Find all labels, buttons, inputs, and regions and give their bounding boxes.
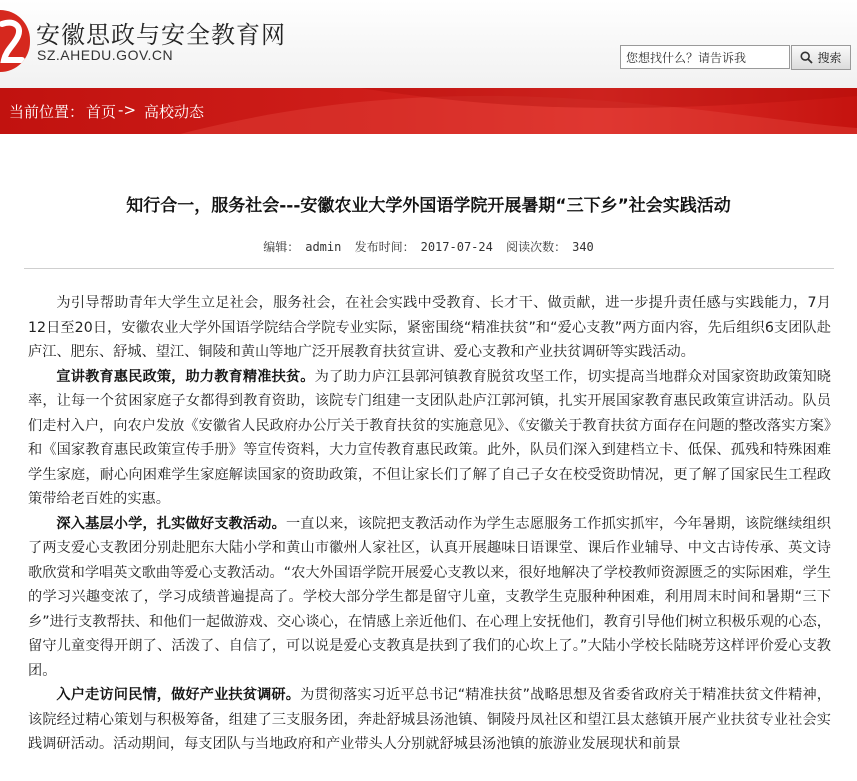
search-icon [800, 51, 813, 64]
article-paragraph [28, 683, 831, 757]
article-paragraph [28, 512, 831, 684]
search-button-label: 搜索 [817, 51, 842, 65]
breadcrumb-section-link[interactable]: 高校动态 [144, 103, 205, 121]
paragraph-lead: 深入基层小学，扎实做好支教活动。 [56, 515, 286, 532]
views-label: 阅读次数： [506, 240, 567, 254]
breadcrumb-home-link[interactable]: 首页 [86, 103, 117, 121]
site-name[interactable]: 安徽思政与安全教育网 [36, 21, 286, 49]
paragraph-lead: 宣讲教育惠民政策，助力教育精准扶贫。 [56, 368, 315, 385]
search-input[interactable] [620, 45, 790, 69]
site-logo-icon[interactable] [0, 10, 30, 72]
paragraph-text: 一直以来，该院把支教活动作为学生志愿服务工作抓实抓牢，今年暑期，该院继续组织了两支爱心支教团分别赴肥东大陆小学和黄山市徽州人家社区，认真开展趣味日语课堂、课后作业辅导、中文古诗传承、英文诗歌欣赏和学唱英文歌曲等爱心支教活动。“农大外国语学院开展爱心支教以来，很好地解决了学校教师资源匮乏的实际困难，学生的学习兴趣变浓了，学习成绩普遍提高了。学校大部分学生都是留守儿童，支教学生克服种种困难，利用周末时间和暑期“三下乡”进行支教帮扶、和他们一起做游戏、交心谈心，在情感上亲近他们、在心理上安抚他们，教育引导他们树立积极乐观的心态，留守儿童变得开朗了、活泼了、自信了，可以说是爱心支教真是扶到了我们的心坎上了。”大陆小学校长陆晓芳这样评价爱心支教团。 [28, 515, 831, 679]
article-paragraph [28, 365, 831, 512]
views-value: 340 [572, 240, 594, 254]
article-title: 知行合一，服务社会---安徽农业大学外国语学院开展暑期“三下乡”社会实践活动 [126, 196, 731, 216]
breadcrumb-label: 当前位置： [9, 103, 85, 121]
search-button[interactable] [791, 45, 851, 70]
editor-value: admin [305, 240, 342, 254]
date-value: 2017-07-24 [420, 240, 493, 254]
date-label: 发布时间： [354, 240, 415, 254]
site-header [0, 0, 857, 88]
article-body [28, 291, 831, 757]
site-url: SZ.AHEDU.GOV.CN [37, 47, 174, 63]
paragraph-text: 为引导帮助青年大学生立足社会，服务社会，在社会实践中受教育、长才干、做贡献，进一步提升责任感与实践能力，7月12日至20日，安徽农业大学外国语学院结合学院专业实际，紧密围绕“精准扶贫”和“爱心支教”两方面内容，先后组织6支团队赴庐江、肥东、舒城、望江、铜陵和黄山等地广泛开展教育扶贫宣讲、爱心支教和产业扶贫调研等实践活动。 [28, 295, 831, 360]
breadcrumb-separator: -> [118, 101, 137, 119]
breadcrumb-bar [0, 88, 857, 134]
breadcrumb [9, 101, 204, 122]
editor-label: 编辑： [263, 240, 300, 254]
article-paragraph [28, 291, 831, 365]
paragraph-text: 为了助力庐江县郭河镇教育脱贫攻坚工作，切实提高当地群众对国家资助政策知晓率，让每一个贫困家庭子女都得到教育资助，该院专门组建一支团队赴庐江郭河镇，扎实开展国家教育惠民政策宣讲活动。队员们走村入户，向农户发放《安徽省人民政府办公厅关于教育扶贫的实施意见》、《安徽关于教育扶贫方面存在问题的整改落实方案》和《国家教育惠民政策宣传手册》等宣传资料，大力宣传教育惠民政策。此外，队员们深入到建档立卡、低保、孤残和特殊困难学生家庭，耐心向困难学生家庭解读国家的资助政策，不但让家长们了解了自己子女在校受资助情况，更了解了国家民生工程政策带给老百姓的实惠。 [28, 368, 831, 507]
paragraph-lead: 入户走访问民情，做好产业扶贫调研。 [56, 687, 301, 703]
article-meta [0, 238, 857, 255]
paragraph-text: 为贯彻落实习近平总书记“精准扶贫”战略思想及省委省政府关于精准扶贫文件精神，该院经过精心策划与积极筹备，组建了三支服务团，奔赴舒城县汤池镇、铜陵丹凤社区和望江县太慈镇开展产业扶贫专业社会实践调研活动。活动期间，每支团队与当地政府和产业带头人分别就舒城县汤池镇的旅游业发展现状和前景 [28, 687, 831, 752]
title-divider [24, 268, 834, 269]
